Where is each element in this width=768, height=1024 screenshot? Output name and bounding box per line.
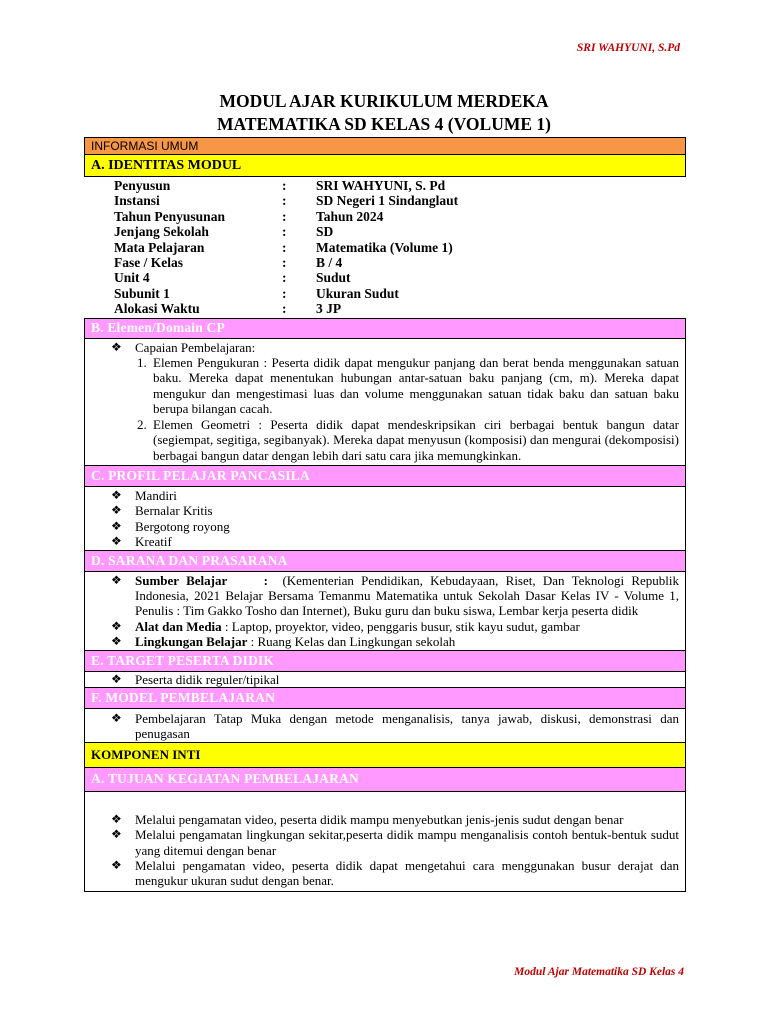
- identitas-row: Tahun Penyusunan : Tahun 2024: [114, 208, 384, 224]
- elemen-heading: B. Elemen/Domain CP: [84, 318, 686, 339]
- list-item: ❖ Mandiri: [85, 488, 685, 503]
- list-item: ❖ Capaian Pembelajaran:: [85, 340, 685, 355]
- diamond-bullet-icon: ❖: [111, 518, 122, 533]
- diamond-bullet-icon: ❖: [111, 534, 122, 549]
- elemen-section: [84, 339, 686, 466]
- identitas-row: Alokasi Waktu : 3 JP: [114, 301, 342, 317]
- module-table: [84, 137, 686, 892]
- diamond-bullet-icon: ❖: [111, 710, 122, 725]
- title-line-2: MATEMATIKA SD KELAS 4 (VOLUME 1): [217, 114, 551, 134]
- list-item: ❖ Melalui pengamatan video, peserta didik dapat mengetahui cara menggunakan busur derajat dan mengukur ukuran sudut dengan benar.: [85, 858, 685, 889]
- identitas-heading: A. IDENTITAS MODUL: [84, 155, 686, 177]
- list-item: ❖ Bernalar Kritis: [85, 503, 685, 518]
- list-item: ❖ Sumber Belajar : (Kementerian Pendidikan, Kebudayaan, Riset, Dan Teknologi Republik Indonesia, 2021 Belajar Bersama Temanmu Matematika untuk Sekolah Dasar Kelas IV - Volume 1, Penulis : Tim Gakko Tosho dan Internet), Buku guru dan buku siswa, Lembar kerja peserta didik: [85, 573, 685, 619]
- identitas-row: Subunit 1 : Ukuran Sudut: [114, 285, 399, 301]
- diamond-bullet-icon: ❖: [111, 487, 122, 502]
- list-item: 1. Elemen Pengukuran : Peserta didik dapat mengukur panjang dan berat benda menggunakan satuan baku. Mereka dapat menentukan hubungan antar-satuan baku panjang (cm, m). Mereka dapat mengukur dan mengestimasi luas dan volume menggunakan satuan tidak baku dan satuan baku berupa bilangan cacah.: [137, 355, 679, 417]
- profil-section: [84, 487, 686, 551]
- identitas-row: Unit 4 : Sudut: [114, 270, 351, 286]
- list-item: ❖ Pembelajaran Tatap Muka dengan metode menganalisis, tanya jawab, diskusi, demonstrasi dan penugasan: [85, 711, 685, 742]
- list-item: 2. Elemen Geometri : Peserta didik dapat mendeskripsikan ciri berbagai bentuk bangun datar (segiempat, segitiga, segibanyak). Mereka dapat menyusun (komposisi) dan mengurai (dekomposisi) berbagai bangun datar dengan lebih dari satu cara jika memungkinkan.: [137, 416, 679, 463]
- identitas-section: [84, 177, 686, 318]
- diamond-bullet-icon: ❖: [111, 634, 122, 649]
- list-item: ❖ Alat dan Media : Laptop, proyektor, video, penggaris busur, stik kayu sudut, gambar: [85, 619, 685, 634]
- profil-heading: C. PROFIL PELAJAR PANCASILA: [84, 466, 686, 487]
- tujuan-heading: A. TUJUAN KEGIATAN PEMBELAJARAN: [84, 768, 686, 792]
- page-footer: Modul Ajar Matematika SD Kelas 4: [514, 966, 684, 978]
- diamond-bullet-icon: ❖: [111, 339, 122, 354]
- identitas-row: Instansi : SD Negeri 1 Sindanglaut: [114, 193, 459, 209]
- diamond-bullet-icon: ❖: [111, 618, 122, 633]
- diamond-bullet-icon: ❖: [111, 503, 122, 518]
- list-item: ❖ Bergotong royong: [85, 519, 685, 534]
- diamond-bullet-icon: ❖: [111, 811, 122, 826]
- diamond-bullet-icon: ❖: [111, 671, 122, 686]
- target-section: [84, 672, 686, 688]
- informasi-umum-header: INFORMASI UMUM: [84, 137, 686, 155]
- list-item: ❖ Lingkungan Belajar : Ruang Kelas dan Lingkungan sekolah: [85, 634, 685, 649]
- identitas-row: Mata Pelajaran : Matematika (Volume 1): [114, 239, 453, 255]
- model-heading: F. MODEL PEMBELAJARAN: [84, 688, 686, 709]
- sarana-section: [84, 572, 686, 651]
- identitas-row: Fase / Kelas : B / 4: [114, 255, 343, 271]
- model-section: [84, 709, 686, 743]
- komponen-inti-heading: KOMPONEN INTI: [84, 743, 686, 768]
- target-heading: E. TARGET PESERTA DIDIK: [84, 651, 686, 672]
- identitas-row: Penyusun : SRI WAHYUNI, S. Pd: [114, 178, 446, 193]
- list-item: ❖ Peserta didik reguler/tipikal: [85, 672, 685, 687]
- document-title: [0, 90, 768, 136]
- sarana-heading: D. SARANA DAN PRASARANA: [84, 551, 686, 572]
- title-line-1: MODUL AJAR KURIKULUM MERDEKA: [219, 91, 549, 111]
- identitas-row: Jenjang Sekolah : SD: [114, 224, 334, 240]
- list-item: ❖ Melalui pengamatan lingkungan sekitar,peserta didik mampu menganalisis contoh bentuk-bentuk sudut yang ditemui dengan benar: [85, 827, 685, 858]
- diamond-bullet-icon: ❖: [111, 572, 122, 587]
- diamond-bullet-icon: ❖: [111, 827, 122, 842]
- list-item: ❖ Kreatif: [85, 534, 685, 549]
- list-item: ❖ Melalui pengamatan video, peserta didik mampu menyebutkan jenis-jenis sudut dengan benar: [85, 812, 685, 827]
- author-header: SRI WAHYUNI, S.Pd: [576, 42, 680, 54]
- tujuan-section: [84, 792, 686, 892]
- diamond-bullet-icon: ❖: [111, 858, 122, 872]
